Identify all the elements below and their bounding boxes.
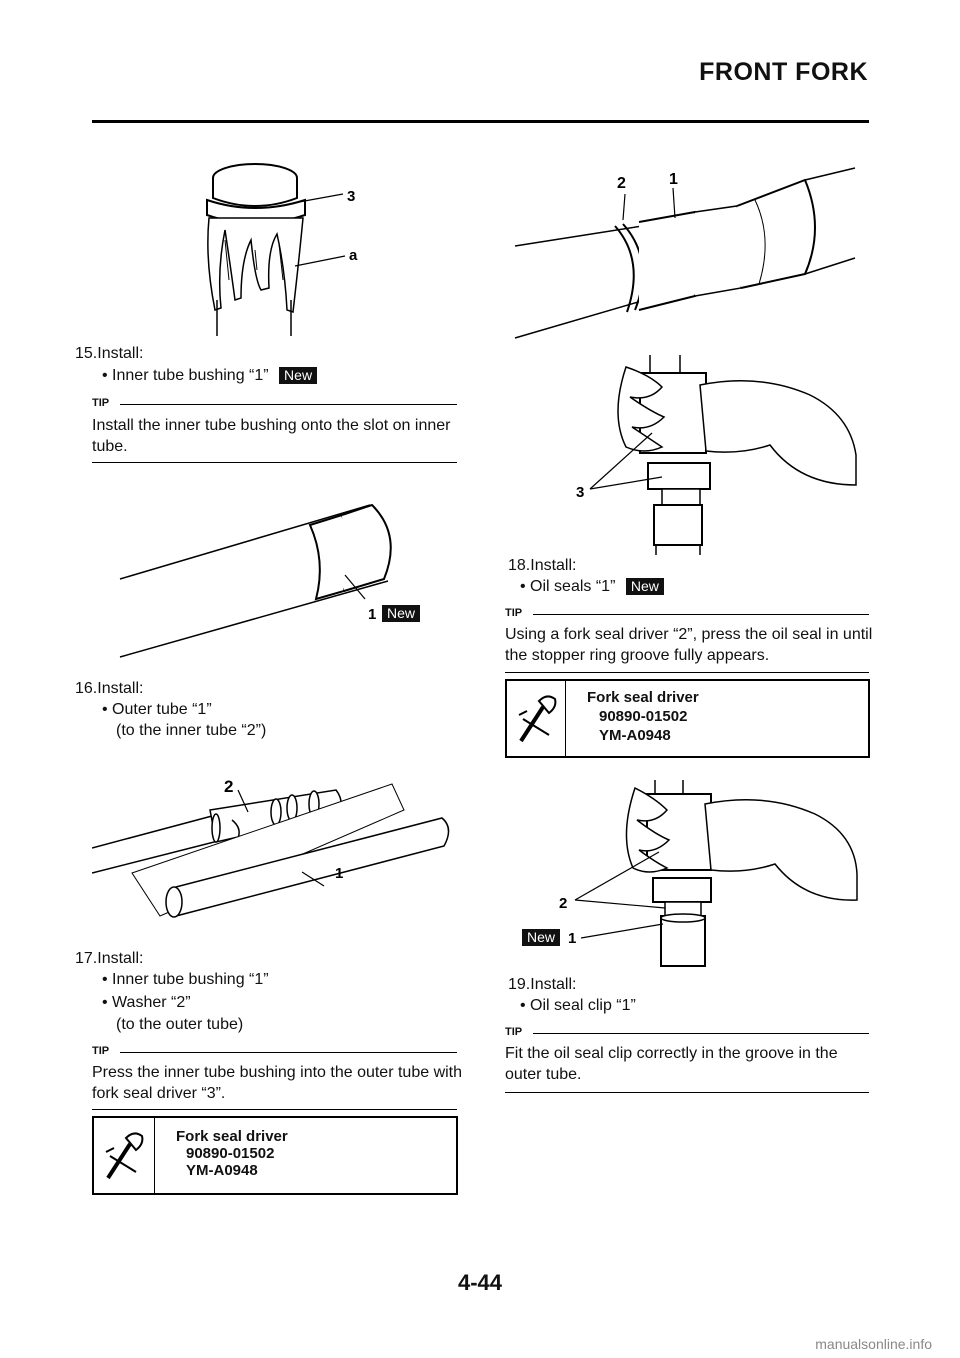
tool-name: Fork seal driver [587, 689, 699, 706]
tool-box [505, 679, 870, 758]
page-number: 4-44 [457, 1270, 503, 1295]
tip-rule [120, 404, 457, 405]
step-18-heading: 18.Install: [508, 557, 577, 574]
step-17-heading: 17.Install: [75, 950, 144, 967]
step-18-bullet-text: • Oil seals “1” [520, 578, 616, 595]
step-17-tip: Press the inner tube bushing into the outer tube with fork seal driver “3”. [92, 1064, 463, 1102]
step-19-heading: 19.Install: [508, 976, 577, 993]
tool-box-divider [154, 1118, 155, 1193]
new-badge: New [279, 367, 317, 384]
step-15-bullet-text: • Inner tube bushing “1” [102, 367, 269, 384]
tip-label: TIP [92, 397, 110, 409]
header-rule [92, 120, 869, 123]
figure-outer-tube-install [92, 748, 462, 933]
tip-label: TIP [505, 607, 523, 619]
step-19-bullet: • Oil seal clip “1” [520, 997, 636, 1014]
tip-end-rule [505, 672, 869, 673]
tip-rule [533, 1033, 869, 1034]
figure-hand-press-oil-seal [555, 780, 860, 970]
fig2-callout-1: 1 [368, 606, 377, 623]
tool-part-number-us: YM-A0948 [599, 727, 671, 744]
watermark: manualsonline.info [815, 1336, 932, 1352]
wrench-tool-icon [100, 1126, 150, 1186]
tool-part-number: 90890-01502 [599, 708, 688, 725]
tip-end-rule [505, 1092, 869, 1093]
fig3-callout-2: 2 [224, 777, 234, 796]
tool-part-number-us: YM-A0948 [186, 1162, 258, 1179]
tool-box-divider [565, 681, 566, 756]
step-16-heading: 16.Install: [75, 680, 144, 697]
new-badge: New [382, 605, 420, 622]
fig1-callout-a: a [349, 247, 358, 264]
fig6-callout-1: 1 [568, 930, 577, 947]
tip-end-rule [92, 1109, 457, 1110]
step-17-bullet-1: • Inner tube bushing “1” [102, 971, 269, 988]
tip-rule [120, 1052, 457, 1053]
tool-part-number: 90890-01502 [186, 1145, 275, 1162]
step-19-tip: Fit the oil seal clip correctly in the groove in the outer tube. [505, 1045, 838, 1083]
tool-box [92, 1116, 458, 1195]
tip-label: TIP [92, 1045, 110, 1057]
figure-inner-tube-bushing [110, 495, 445, 665]
step-15-heading: 15.Install: [75, 345, 144, 362]
fig4-callout-1: 1 [669, 171, 678, 188]
tip-label: TIP [505, 1026, 523, 1038]
step-18-bullet [520, 577, 664, 597]
tool-name: Fork seal driver [176, 1128, 288, 1145]
fig6-callout-2: 2 [559, 895, 568, 912]
figure-hand-seal-driver [570, 355, 860, 555]
step-17-bullet-2: • Washer “2” [102, 994, 191, 1011]
fig3-callout-1: 1 [335, 865, 344, 882]
figure-seal-driver-rag [195, 140, 375, 340]
new-badge: New [626, 578, 664, 595]
new-badge: New [522, 929, 560, 946]
step-17-sub: (to the outer tube) [116, 1016, 244, 1033]
step-15-bullet [102, 366, 317, 386]
step-16-bullet: • Outer tube “1” [102, 701, 212, 718]
figure-oil-seal-washer [505, 160, 865, 345]
tip-rule [533, 614, 869, 615]
step-16-sub: (to the inner tube “2”) [116, 722, 267, 739]
fig1-callout-3: 3 [347, 188, 356, 205]
step-15-tip: Install the inner tube bushing onto the slot on inner tube. [92, 417, 451, 455]
tip-end-rule [92, 462, 457, 463]
fig5-callout-3: 3 [576, 484, 585, 501]
page-title: FRONT FORK [699, 58, 868, 86]
wrench-tool-icon [513, 689, 563, 749]
fig4-callout-2: 2 [617, 175, 626, 192]
step-18-tip: Using a fork seal driver “2”, press the oil seal in until the stopper ring groove fully appears. [505, 626, 873, 664]
